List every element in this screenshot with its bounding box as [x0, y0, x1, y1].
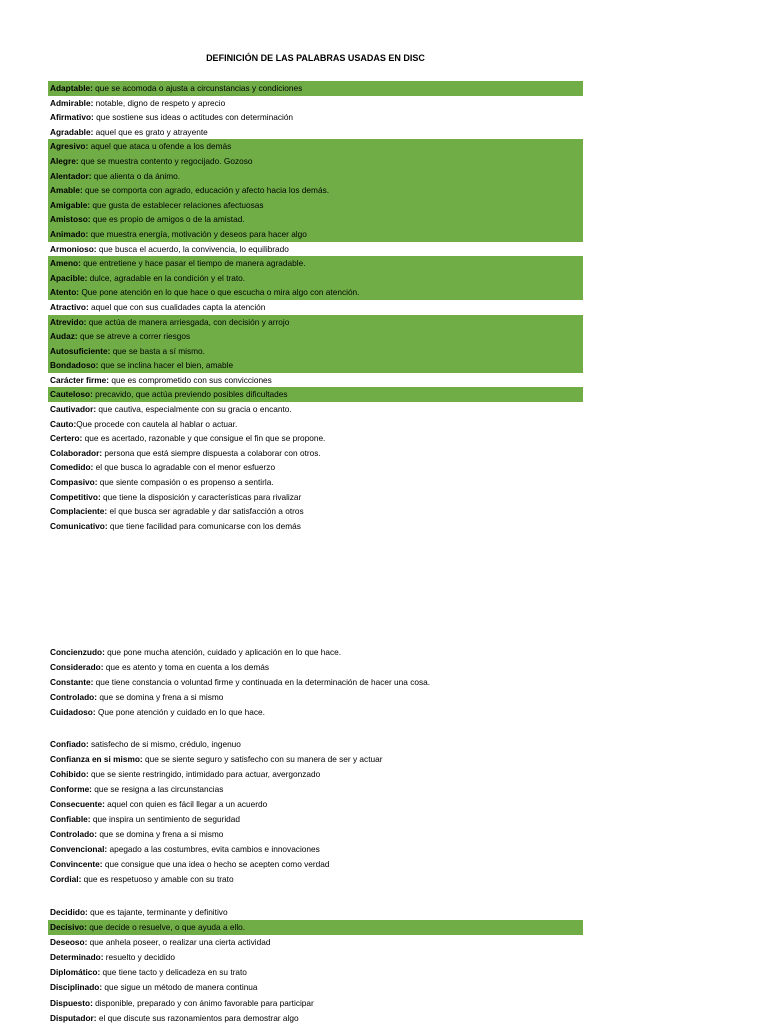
definition-row [48, 690, 583, 705]
term-label: Confiado: [50, 739, 89, 749]
definition-text: que es tajante, terminante y definitivo [87, 907, 228, 917]
definition-text: que anhela poseer, o realizar una cierta actividad [87, 937, 271, 948]
definition-text: que siente compasión o es propenso a sentirla. [97, 477, 274, 488]
term-label: Atractivo: [50, 301, 89, 312]
term-label: Certero: [50, 433, 83, 444]
term-label: Convincente: [50, 859, 103, 869]
term-label: Disciplinado: [50, 982, 103, 993]
term-label: Compasivo: [50, 477, 98, 488]
term-label: Decisivo: [50, 922, 87, 933]
definition-text: que alienta o da ánimo. [91, 170, 181, 181]
term-label: Dispuesto: [50, 997, 93, 1008]
term-label: Cauto: [50, 418, 77, 429]
definition-text: aquel que con sus cualidades capta la atención [88, 301, 266, 312]
highlighted-definition-row [48, 212, 583, 227]
term-label: Comedido: [50, 462, 94, 473]
term-label: Confianza en si mismo: [50, 754, 143, 764]
highlighted-definition-row [48, 271, 583, 286]
definition-text: que es comprometido con sus convicciones [109, 374, 272, 385]
highlighted-definition-row [48, 256, 583, 271]
definition-text: que inspira un sentimiento de seguridad [90, 814, 241, 824]
definition-row [48, 797, 583, 812]
highlighted-definition-row [48, 285, 583, 300]
definition-row [48, 935, 583, 950]
highlighted-definition-row [48, 344, 583, 359]
definition-text: notable, digno de respeto y aprecio [93, 97, 226, 108]
definition-text: que se basta a sí mismo. [110, 345, 205, 356]
definition-text: persona que está siempre dispuesta a colaborar con otros. [102, 447, 321, 458]
term-label: Controlado: [50, 692, 98, 703]
definition-row [48, 96, 583, 111]
term-label: Alentador: [50, 170, 92, 181]
definition-text: que es atento y toma en cuenta a los demás [103, 662, 270, 673]
definition-text: el que busca ser agradable y dar satisfacción a otros [107, 506, 304, 517]
definition-row [48, 872, 583, 887]
definition-row [48, 737, 583, 752]
definition-text: que se siente restringido, intimidado para actuar, avergonzado [88, 769, 321, 779]
highlighted-definition-row [48, 154, 583, 169]
definition-row [48, 965, 583, 980]
term-label: Competitivo: [50, 491, 101, 502]
term-label: Armonioso: [50, 243, 97, 254]
highlighted-definition-row [48, 227, 583, 242]
definition-row [48, 842, 583, 857]
definition-row [48, 675, 583, 690]
highlighted-definition-row [48, 358, 583, 373]
highlighted-definition-row [48, 183, 583, 198]
definition-text: precavido, que actúa previendo posibles dificultades [92, 389, 288, 400]
term-label: Colaborador: [50, 447, 103, 458]
term-label: Cordial: [50, 874, 82, 884]
term-label: Cautivador: [50, 404, 97, 415]
definitions-block-2 [48, 645, 583, 720]
term-label: Cuidadoso: [50, 707, 96, 718]
definition-text: que pone mucha atención, cuidado y aplicación en lo que hace. [104, 647, 342, 657]
definition-row [48, 950, 583, 965]
definition-text: que sostiene sus ideas o actitudes con determinación [93, 112, 294, 123]
page-title: DEFINICIÓN DE LAS PALABRAS USADAS EN DISC [206, 53, 425, 63]
definition-row [48, 752, 583, 767]
term-label: Adaptable: [50, 83, 93, 93]
term-label: Cauteloso: [50, 389, 93, 400]
definition-text: que gusta de establecer relaciones afectuosas [90, 199, 264, 210]
definition-row [48, 417, 583, 432]
definition-row [48, 431, 583, 446]
term-label: Disputador: [50, 1012, 97, 1023]
definition-row [48, 905, 583, 920]
term-label: Admirable: [50, 97, 94, 108]
highlighted-definition-row [48, 169, 583, 184]
term-label: Constante: [50, 677, 94, 688]
definition-text: que se siente seguro y satisfecho con su manera de ser y actuar [142, 754, 383, 764]
highlighted-definition-row [48, 315, 583, 330]
definition-text: que entretiene y hace pasar el tiempo de manera agradable. [80, 258, 306, 269]
definition-text: que se muestra contento y regocijado. Gozoso [78, 155, 253, 166]
definition-row [48, 402, 583, 417]
definition-text: que decide o resuelve, o que ayuda a ello. [86, 922, 246, 933]
definition-text: que tiene la disposición y características para rivalizar [100, 491, 302, 502]
term-label: Amable: [50, 185, 83, 196]
definition-text: resuelto y decidido [103, 952, 175, 963]
definition-text: que se inclina hacer el bien, amable [98, 360, 234, 371]
definition-text: que sigue un método de manera continua [102, 982, 258, 993]
term-label: Ameno: [50, 258, 81, 269]
definition-text: aquel que es grato y atrayente [93, 126, 208, 137]
highlighted-definition-row [48, 387, 583, 402]
definition-text: Que pone atención y cuidado en lo que hace. [95, 707, 265, 718]
definition-text: que consigue que una idea o hecho se acepten como verdad [102, 859, 330, 869]
definition-row [48, 705, 583, 720]
term-label: Decidido: [50, 907, 88, 917]
definition-row [48, 980, 583, 995]
definition-text: que es respetuoso y amable con su trato [81, 874, 234, 884]
definition-row [48, 812, 583, 827]
term-label: Agresivo: [50, 141, 89, 152]
definition-text: el que busca lo agradable con el menor esfuerzo [93, 462, 276, 473]
definition-text: que se comporta con agrado, educación y afecto hacia los demás. [82, 185, 330, 196]
term-label: Confiable: [50, 814, 91, 824]
definition-text: que actúa de manera arriesgada, con decisión y arrojo [86, 316, 290, 327]
definition-row [48, 242, 583, 257]
term-label: Bondadoso: [50, 360, 99, 371]
definition-row [48, 996, 583, 1011]
definition-text: el que discute sus razonamientos para demostrar algo [96, 1012, 299, 1023]
term-label: Autosuficiente: [50, 345, 111, 356]
definition-text: que se domina y frena a si mismo [97, 692, 224, 703]
definition-row [48, 125, 583, 140]
definition-text: Que pone atención en lo que hace o que escucha o mira algo con atención. [79, 287, 360, 298]
term-label: Cohibido: [50, 769, 89, 779]
definition-text: que busca el acuerdo, la convivencia, lo equilibrado [96, 243, 289, 254]
term-label: Determinado: [50, 952, 104, 963]
term-label: Complaciente: [50, 506, 108, 517]
definition-text: dulce, agradable en la condición y el trato. [87, 272, 246, 283]
definition-row [48, 857, 583, 872]
definition-text: disponible, preparado y con ánimo favorable para participar [92, 997, 314, 1008]
definition-text: que se resigna a las circunstancias [91, 784, 224, 794]
term-label: Amigable: [50, 199, 91, 210]
definitions-block-1 [48, 81, 583, 533]
term-label: Agradable: [50, 126, 94, 137]
definition-text: aquel con quien es fácil llegar a un acuerdo [104, 799, 268, 809]
term-label: Considerado: [50, 662, 104, 673]
term-label: Atrevido: [50, 316, 87, 327]
term-label: Apacible: [50, 272, 88, 283]
definition-row [48, 373, 583, 388]
term-label: Atento: [50, 287, 80, 298]
highlighted-definition-row [48, 81, 583, 96]
term-label: Comunicativo: [50, 520, 108, 531]
term-label: Carácter firme: [50, 374, 110, 385]
term-label: Alegre: [50, 155, 79, 166]
highlighted-definition-row [48, 920, 583, 935]
term-label: Animado: [50, 228, 89, 239]
highlighted-definition-row [48, 139, 583, 154]
term-label: Afirmativo: [50, 112, 94, 123]
definition-row [48, 460, 583, 475]
definition-text: que se acomoda o ajusta a circunstancias y condiciones [92, 83, 303, 93]
definition-text: que cautiva, especialmente con su gracia o encanto. [96, 404, 292, 415]
definition-row [48, 110, 583, 125]
term-label: Diplomático: [50, 967, 101, 978]
term-label: Concienzudo: [50, 647, 105, 657]
definition-row [48, 504, 583, 519]
term-label: Deseoso: [50, 937, 88, 948]
definition-text: que tiene facilidad para comunicarse con los demás [107, 520, 301, 531]
term-label: Convencional: [50, 844, 108, 854]
definition-row [48, 767, 583, 782]
definition-row [48, 490, 583, 505]
definition-text: que es acertado, razonable y que consigue el fin que se propone. [82, 433, 326, 444]
definition-text: que muestra energía, motivación y deseos para hacer algo [88, 228, 307, 239]
definition-row [48, 782, 583, 797]
definition-text: que se atreve a correr riesgos [77, 331, 191, 342]
term-label: Consecuente: [50, 799, 105, 809]
definitions-block-4 [48, 905, 583, 1024]
term-label: Controlado: [50, 829, 98, 839]
definition-row [48, 300, 583, 315]
highlighted-definition-row [48, 198, 583, 213]
definition-text: aquel que ataca u ofende a los demás [88, 141, 232, 152]
term-label: Amistoso: [50, 214, 91, 225]
definition-row [48, 827, 583, 842]
definition-row [48, 645, 583, 660]
definitions-block-3 [48, 737, 583, 887]
definition-text: que es propio de amigos o de la amistad. [90, 214, 245, 225]
definition-text: que se domina y frena a si mismo [97, 829, 224, 839]
definition-text: Que procede con cautela al hablar o actuar. [76, 418, 238, 429]
definition-text: satisfecho de si mismo, crédulo, ingenuo [88, 739, 241, 749]
definition-row [48, 519, 583, 534]
definition-row [48, 446, 583, 461]
definition-text: que tiene constancia o voluntad firme y continuada en la determinación de hacer una cosa. [93, 677, 431, 688]
definition-row [48, 1011, 583, 1024]
definition-row [48, 475, 583, 490]
term-label: Audaz: [50, 331, 78, 342]
highlighted-definition-row [48, 329, 583, 344]
definition-row [48, 660, 583, 675]
term-label: Conforme: [50, 784, 92, 794]
definition-text: apegado a las costumbres, evita cambios e innovaciones [107, 844, 320, 854]
definition-text: que tiene tacto y delicadeza en su trato [100, 967, 247, 978]
